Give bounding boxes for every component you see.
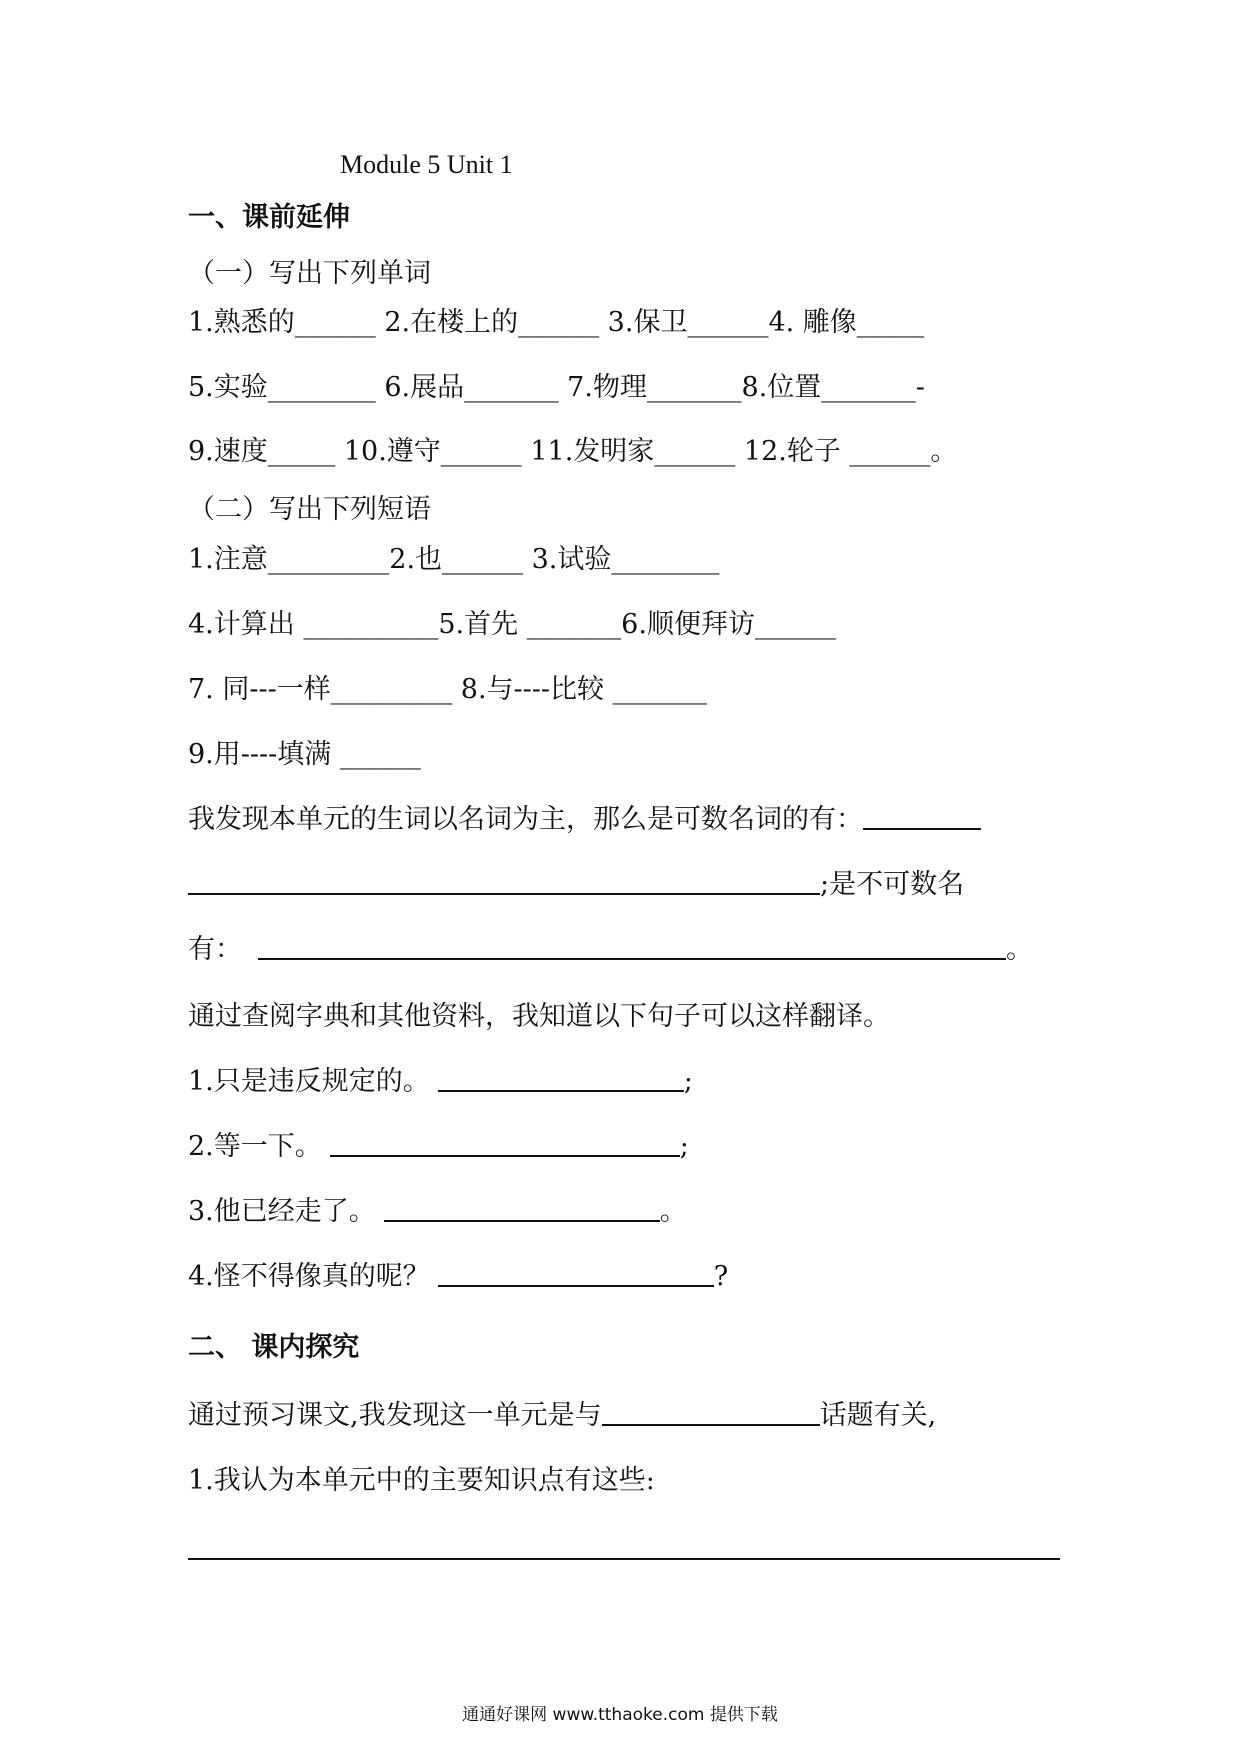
uncountable-nouns-blank[interactable] bbox=[258, 934, 1006, 960]
translate-item-1-blank[interactable] bbox=[438, 1066, 684, 1092]
noun-question-line-1 bbox=[188, 802, 981, 838]
translate-item-3 bbox=[188, 1194, 687, 1230]
words-row-3: 9.速度_____ 10.遵守______ 11.发明家______ 12.轮子 ______。 bbox=[188, 436, 958, 467]
phrases-row-3: 7. 同---一样_________ 8.与----比较 _______ bbox=[188, 674, 708, 705]
words-row-1: 1.熟悉的______ 2.在楼上的______ 3.保卫______4. 雕像_____ bbox=[188, 307, 925, 338]
section-2-heading: 二、 课内探究 bbox=[188, 1332, 360, 1363]
page-footer: 通通好课网 www.tthaoke.com 提供下载 bbox=[462, 1705, 778, 1725]
knowledge-points-prompt: 1.我认为本单元中的主要知识点有这些: bbox=[188, 1465, 655, 1496]
topic-text: 通过预习课文,我发现这一单元是与 bbox=[188, 1400, 602, 1431]
translate-item-4 bbox=[188, 1259, 728, 1295]
section-1-heading: 一、课前延伸 bbox=[188, 202, 350, 233]
translate-item-4-end: ? bbox=[713, 1261, 729, 1292]
subsection-words-heading: （一）写出下列单词 bbox=[188, 258, 431, 289]
translate-item-2-blank[interactable] bbox=[330, 1131, 680, 1157]
translate-item-1-end: ; bbox=[683, 1066, 693, 1097]
countable-nouns-blank[interactable] bbox=[863, 804, 981, 830]
translate-item-1 bbox=[188, 1064, 693, 1100]
translate-item-4-blank[interactable] bbox=[438, 1261, 714, 1287]
topic-line bbox=[188, 1398, 936, 1434]
phrases-row-1: 1.注意_________2.也______ 3.试验________ bbox=[188, 544, 720, 575]
topic-blank[interactable] bbox=[602, 1400, 820, 1426]
uncountable-end: 。 bbox=[1006, 934, 1033, 965]
translate-item-2-end: ; bbox=[679, 1131, 689, 1162]
uncountable-label-cont: 有： bbox=[188, 934, 242, 965]
topic-end: 话题有关, bbox=[819, 1400, 937, 1431]
translate-item-2 bbox=[188, 1129, 689, 1165]
translate-item-2-text: 2.等一下。 bbox=[188, 1131, 322, 1162]
phrases-row-4: 9.用----填满 ______ bbox=[188, 739, 421, 770]
translate-item-3-text: 3.他已经走了。 bbox=[188, 1196, 376, 1227]
subsection-phrases-heading: （二）写出下列短语 bbox=[188, 494, 431, 525]
translate-item-4-text: 4.怪不得像真的呢？ bbox=[188, 1261, 430, 1292]
knowledge-points-blank[interactable] bbox=[188, 1558, 1060, 1560]
noun-question-line-3 bbox=[188, 932, 1033, 968]
countable-nouns-blank-cont[interactable] bbox=[188, 869, 820, 895]
noun-question-text: 我发现本单元的生词以名词为主，那么是可数名词的有： bbox=[188, 804, 863, 835]
noun-question-line-2 bbox=[188, 867, 964, 903]
phrases-row-2: 4.计算出 __________5.首先 _______6.顺便拜访______ bbox=[188, 609, 836, 640]
words-row-2: 5.实验________ 6.展品_______ 7.物理_______8.位置_______- bbox=[188, 372, 925, 403]
translate-item-3-end: 。 bbox=[659, 1196, 687, 1227]
translate-item-3-blank[interactable] bbox=[384, 1196, 660, 1222]
page-title: Module 5 Unit 1 bbox=[340, 150, 513, 179]
translate-item-1-text: 1.只是违反规定的。 bbox=[188, 1066, 430, 1097]
translate-intro: 通过查阅字典和其他资料，我知道以下句子可以这样翻译。 bbox=[188, 1001, 890, 1032]
uncountable-label: ;是不可数名 bbox=[820, 869, 965, 900]
